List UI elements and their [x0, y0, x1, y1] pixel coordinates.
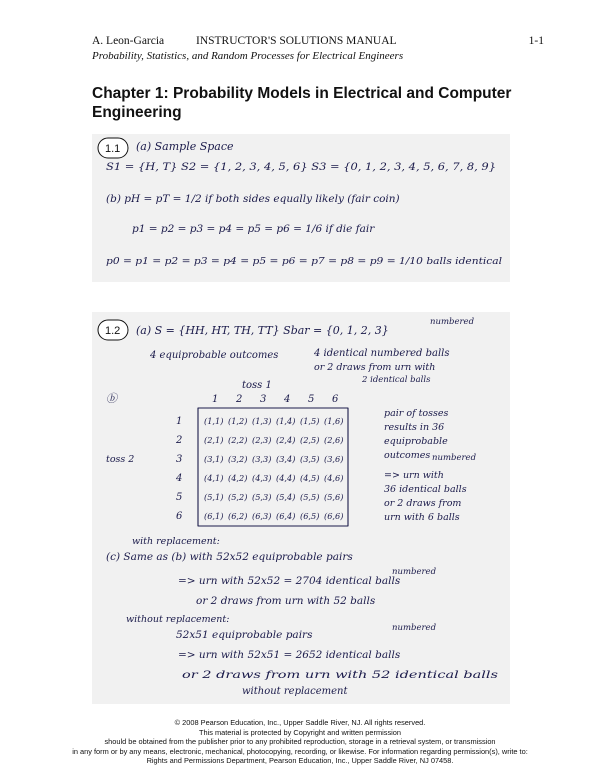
- footer-line: © 2008 Pearson Education, Inc., Upper Saddle River, NJ. All rights reserved.: [174, 718, 426, 727]
- hw-note: => urn with: [384, 470, 444, 481]
- grid-cell: (5,1): [204, 492, 224, 502]
- grid-cell: (5,3): [252, 492, 272, 502]
- grid-row-header: 2: [176, 435, 183, 446]
- hw-line: without replacement:: [126, 614, 230, 625]
- grid-cell: (2,1): [204, 435, 224, 445]
- problem-1-2-handwritten: [92, 312, 510, 704]
- hw-line: => urn with 52x51 = 2652 identical balls: [178, 649, 401, 661]
- problem-number: 1.1: [105, 143, 121, 155]
- grid-cell: (4,5): [300, 473, 320, 483]
- hw-note: 36 identical balls: [384, 484, 467, 495]
- hw-line: (a) Sample Space: [136, 140, 234, 153]
- grid-cell: (1,3): [252, 416, 272, 426]
- hw-line: p0 = p1 = p2 = p3 = p4 = p5 = p6 = p7 = p8 = p9 = 1/10 balls identical: [106, 256, 502, 267]
- grid-cell: (3,3): [252, 454, 272, 464]
- hw-note: 4 identical numbered balls: [314, 348, 450, 359]
- grid-col-header: 2: [236, 394, 243, 405]
- footer-line: This material is protected by Copyright and written permission: [198, 727, 402, 737]
- grid-row-header: 3: [176, 454, 183, 465]
- outcome-grid: [175, 394, 343, 522]
- grid-row-header: 4: [176, 473, 183, 484]
- hw-line: p1 = p2 = p3 = p4 = p5 = p6 = 1/6 if die fair: [132, 223, 375, 235]
- hw-note: equiprobable: [384, 436, 448, 447]
- hw-note: 2 identical balls: [362, 375, 431, 385]
- grid-cell: (4,2): [228, 473, 248, 483]
- hw-note: numbered: [430, 317, 475, 327]
- header-book-subtitle: Probability, Statistics, and Random Processes for Electrical Engineers: [92, 50, 404, 62]
- header-author: A. Leon-Garcia: [92, 35, 165, 47]
- grid-cell: (2,2): [228, 435, 248, 445]
- hw-note: pair of tosses: [384, 408, 449, 419]
- grid-cell: (3,6): [324, 454, 344, 464]
- footer-line: should be obtained from the publisher prior to any prohibited reproduction, storage in a retrieval system, or transmission: [104, 737, 496, 747]
- footer-line: in any form or by any means, electronic, mechanical, photocopying, recording, or likewise. For information regarding permission(s), write to:: [72, 746, 528, 756]
- chapter-title: Chapter 1: Probability Models in Electrical and Computer Engineering: [92, 85, 512, 121]
- grid-cell: (3,1): [204, 454, 224, 464]
- copyright-footer: [0, 718, 600, 766]
- hw-note: numbered: [432, 453, 477, 463]
- hw-line: => urn with 52x52 = 2704 identical balls: [178, 575, 401, 587]
- grid-col-header: 4: [284, 394, 291, 405]
- grid-cell: (5,5): [300, 492, 320, 502]
- hw-line: (b) pH = pT = 1/2 if both sides equally likely (fair coin): [106, 193, 400, 205]
- grid-cell: (6,3): [252, 511, 272, 521]
- hw-line: or 2 draws from urn with 52 identical balls: [182, 670, 498, 681]
- grid-cell: (1,5): [300, 416, 320, 426]
- hw-note: 4 equiprobable outcomes: [150, 350, 279, 361]
- header-manual-title: INSTRUCTOR'S SOLUTIONS MANUAL: [196, 35, 397, 47]
- grid-cell: (6,4): [276, 511, 296, 521]
- hw-line: 52x51 equiprobable pairs: [176, 629, 313, 641]
- grid-row-header: 1: [176, 416, 183, 427]
- grid-cell: (5,2): [228, 492, 248, 502]
- hw-note: urn with 6 balls: [384, 512, 460, 523]
- hw-note: outcomes: [384, 450, 431, 461]
- grid-row-header: 5: [176, 492, 183, 503]
- grid-cell: (3,4): [276, 454, 296, 464]
- toss-2-label: toss 2: [106, 454, 135, 465]
- hw-note: results in 36: [384, 422, 445, 433]
- grid-cell: (6,2): [228, 511, 248, 521]
- grid-col-header: 6: [332, 394, 339, 405]
- hw-line: (c) Same as (b) with 52x52 equiprobable pairs: [106, 551, 353, 563]
- grid-cell: (3,5): [300, 454, 320, 464]
- grid-col-header: 1: [212, 394, 219, 405]
- grid-cell: (1,6): [324, 416, 344, 426]
- problem-number: 1.2: [105, 325, 121, 337]
- grid-col-header: 5: [308, 394, 315, 405]
- hw-line: S1 = {H, T} S2 = {1, 2, 3, 4, 5, 6} S3 = {0, 1, 2, 3, 4, 5, 6, 7, 8, 9}: [106, 162, 496, 173]
- hw-line: (a) S = {HH, HT, TH, TT} Sbar = {0, 1, 2, 3}: [136, 324, 389, 337]
- part-b-label: ⓑ: [106, 392, 117, 405]
- grid-cell: (1,4): [276, 416, 296, 426]
- problem-1-1-ink: [92, 134, 510, 282]
- grid-cell: (2,6): [324, 435, 344, 445]
- hw-note: or 2 draws from urn with: [314, 362, 436, 373]
- problem-1-2-ink: [92, 312, 510, 704]
- grid-cell: (5,4): [276, 492, 296, 502]
- grid-cell: (2,5): [300, 435, 320, 445]
- problem-1-1-handwritten: [92, 134, 510, 282]
- grid-cell: (4,3): [252, 473, 272, 483]
- grid-cell: (5,6): [324, 492, 344, 502]
- hw-line: with replacement:: [132, 536, 220, 547]
- toss-1-label: toss 1: [242, 380, 272, 391]
- grid-row-header: 6: [176, 511, 183, 522]
- grid-cell: (4,1): [204, 473, 224, 483]
- grid-cell: (6,5): [300, 511, 320, 521]
- grid-cell: (6,6): [324, 511, 344, 521]
- hw-line: without replacement: [242, 686, 348, 697]
- hw-line: or 2 draws from urn with 52 balls: [196, 595, 376, 607]
- grid-cell: (6,1): [204, 511, 224, 521]
- grid-cell: (1,1): [204, 416, 224, 426]
- header-page-number: 1-1: [528, 35, 544, 47]
- hw-note: numbered: [392, 567, 437, 577]
- hw-note: or 2 draws from: [384, 498, 462, 509]
- grid-col-header: 3: [260, 394, 267, 405]
- hw-note: numbered: [392, 623, 437, 633]
- grid-cell: (4,4): [276, 473, 296, 483]
- footer-line: Rights and Permissions Department, Pearson Education, Inc., Upper Saddle River, NJ 07458.: [146, 756, 454, 766]
- grid-cell: (1,2): [228, 416, 248, 426]
- grid-cell: (2,3): [252, 435, 272, 445]
- grid-cell: (2,4): [276, 435, 296, 445]
- grid-cell: (4,6): [324, 473, 344, 483]
- grid-cell: (3,2): [228, 454, 248, 464]
